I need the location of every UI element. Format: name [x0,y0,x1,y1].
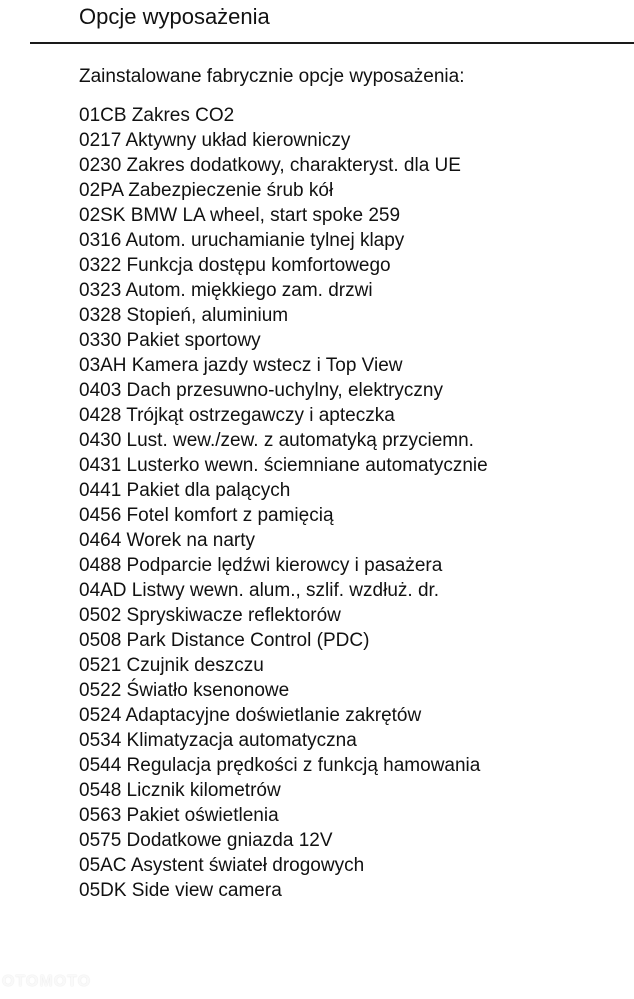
list-item: 0563 Pakiet oświetlenia [79,805,279,826]
list-item: 0330 Pakiet sportowy [79,330,261,351]
list-item: 05AC Asystent świateł drogowych [79,855,365,876]
list-item: 02PA Zabezpieczenie śrub kół [79,180,334,201]
list-item: 0575 Dodatkowe gniazda 12V [79,830,333,851]
list-item: 0524 Adaptacyjne doświetlanie zakrętów [79,705,422,726]
list-item: 0230 Zakres dodatkowy, charakteryst. dla UE [79,155,461,176]
list-item: 0488 Podparcie lędźwi kierowcy i pasażera [79,555,443,576]
list-item: 0521 Czujnik deszczu [79,655,264,676]
list-item: 04AD Listwy wewn. alum., szlif. wzdłuż. dr. [79,580,440,601]
list-item: 0217 Aktywny układ kierowniczy [79,130,351,151]
list-item: 05DK Side view camera [79,880,282,901]
list-item: 0534 Klimatyzacja automatyczna [79,730,357,751]
list-item: 0441 Pakiet dla palących [79,480,291,501]
list-item: 0328 Stopień, aluminium [79,305,289,326]
list-item: 0548 Licznik kilometrów [79,780,281,801]
list-item: 0456 Fotel komfort z pamięcią [79,505,334,526]
title-divider [30,42,634,44]
list-item: 0403 Dach przesuwno-uchylny, elektryczny [79,380,443,401]
list-item: 0502 Spryskiwacze reflektorów [79,605,341,626]
list-item: 0428 Trójkąt ostrzegawczy i apteczka [79,405,395,426]
list-item: 0323 Autom. miękkiego zam. drzwi [79,280,373,301]
list-item: 0464 Worek na narty [79,530,256,551]
list-item: 0522 Światło ksenonowe [79,680,290,701]
list-item: 01CB Zakres CO2 [79,105,235,126]
list-item: 0316 Autom. uruchamianie tylnej klapy [79,230,405,251]
options-list [79,103,488,903]
watermark-logo: OTOMOTO [2,973,92,990]
list-item: 0430 Lust. wew./zew. z automatyką przyciemn. [79,430,474,451]
page-title: Opcje wyposażenia [79,4,270,29]
list-item: 03AH Kamera jazdy wstecz i Top View [79,355,403,376]
list-item: 0544 Regulacja prędkości z funkcją hamowania [79,755,481,776]
list-item: 0508 Park Distance Control (PDC) [79,630,370,651]
section-heading: Zainstalowane fabrycznie opcje wyposażenia: [79,66,465,87]
list-item: 0322 Funkcja dostępu komfortowego [79,255,391,276]
list-item: 0431 Lusterko wewn. ściemniane automatycznie [79,455,488,476]
list-item: 02SK BMW LA wheel, start spoke 259 [79,205,401,226]
